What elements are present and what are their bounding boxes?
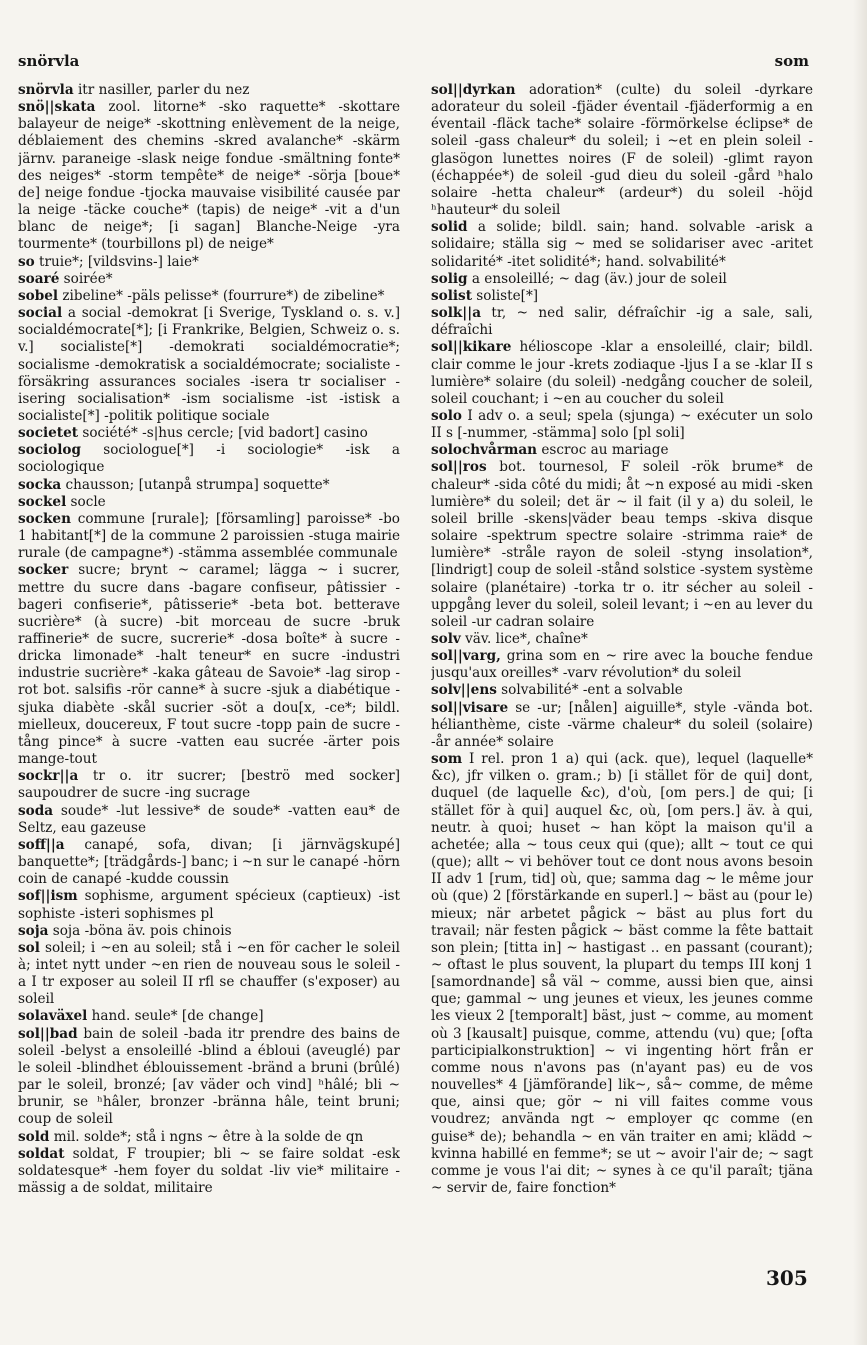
dictionary-entry (431, 219, 813, 270)
entry-definition: chausson; [utanpå strumpa] soquette* (61, 476, 330, 493)
entry-headword: sof||ism (18, 888, 78, 905)
entry-headword: snö||skata (18, 99, 96, 116)
entry-headword: sol||kikare (431, 339, 512, 356)
entry-definition: soude* -lut lessive* de soude* -vatten eau* de Seltz, eau gazeuse (18, 802, 400, 836)
running-head-left: snörvla (18, 52, 80, 70)
entry-definition: bain de soleil -bada itr prendre des bains de soleil -belyst a ensoleillé -blind a ébloui (aveuglé) par le soleil -blindhet éblouissement -bränd a bruni (brûlé) par le soleil, bronzé; [av väder och vind] ʰhâlé; bli ~ brunir, se ʰhâler, bronzer -bränna hâle, teint bruni; coup de soleil (18, 1025, 400, 1128)
entry-definition: sucre; brynt ~ caramel; lägga ~ i sucrer, mettre du sucre dans -bagare confiseur, pâtissier -bageri confiserie*, pâtisserie* -beta bot. betterave sucrière* (à sucre) -bit morceau de sucre -bruk raffinerie* de sucre, sucrerie* -dosa boîte* à sucre -dricka limonade* -halt teneur* en sucre -industri industrie sucrière* -kaka gâteau de Savoie* -lag sirop -rot bot. salsifis -rör canne* à sucre -sjuk a diabétique -sjuka diabète -skål sucrier -söt a dou[x, -ce*; bildl. mielleux, doucereux, F tout sucre -topp pain de sucre -tång pince* à sucre -vatten eau sucrée -ärter pois mange-tout (18, 562, 400, 768)
dictionary-columns (18, 82, 813, 1287)
dictionary-entry (18, 1026, 400, 1129)
entry-definition: escroc au mariage (537, 442, 669, 459)
entry-definition: tr, ~ ned salir, défraîchir -ig a sale, sali, défraîchi (431, 305, 813, 339)
entry-definition: tr o. itr sucrer; [beströ med socker] saupoudrer de sucre -ing sucrage (18, 768, 400, 802)
entry-headword: soaré (18, 270, 60, 287)
dictionary-entry (431, 339, 813, 408)
entry-definition: hélioscope -klar a ensoleillé, clair; bildl. clair comme le jour -krets zodiaque -ljus I a se -klar II s lumière* solaire (du soleil) -nedgång coucher de soleil, soleil couchant; i ~en au coucher du soleil (431, 339, 813, 407)
entry-definition: mil. solde*; stå i ngns ~ être à la solde de qn (49, 1128, 364, 1145)
entry-definition: a social -demokrat [i Sverige, Tyskland o. s. v.] socialdémocrate[*]; [i Frankrike, Belgien, Schweiz o. s. v.] socialiste[*] -demokrati socialdémocratie*; socialisme -demokratisk a socialdémocrate; socialiste -försäkring assurances sociales -isera tr socialiser -isering socialisation* -ism socialisme -ist -istisk a socialiste[*] -politik politique sociale (18, 305, 400, 424)
entry-definition: zool. litorne* -sko raquette* -skottare balayeur de neige* -skottning enlèvement de la neige, déblaiement des chemins -skred avalanche* -skärm järnv. paraneige -slask neige fondue -smältning fonte* des neiges* -storm tempête* de neige* -sörja [boue* de] neige fondue -tjocka mauvaise visibilité causée par la neige -täcke couche* (tapis) de neige* -vit a d'un blanc de neige*; [i sagan] Blanche-Neige -yra tourmente* (tourbillons pl) de neige* (18, 99, 400, 253)
entry-headword: soda (18, 802, 54, 819)
dictionary-entry (18, 271, 400, 288)
entry-headword: socka (18, 476, 62, 493)
dictionary-entry (18, 99, 400, 253)
dictionary-entry (431, 408, 813, 442)
entry-definition: väv. lice*, chaîne* (460, 631, 588, 647)
dictionary-entry (18, 425, 400, 442)
dictionary-entry (18, 940, 400, 1009)
dictionary-entry (18, 254, 400, 271)
dictionary-entry (18, 494, 400, 511)
entry-definition: canapé, sofa, divan; [i järnvägskupé] banquette*; [trädgårds-] banc; i ~n sur le canapé -hörn coin de canapé -kudde coussin (18, 836, 400, 888)
entry-definition: sophisme, argument spécieux (captieux) -ist sophiste -isteri sophismes pl (18, 888, 400, 922)
entry-headword: solig (431, 270, 468, 287)
entry-definition: a solide; bildl. sain; hand. solvable -arisk a solidaire; ställa sig ~ med se solidariser avec -aritet solidarité* -itet solidité*; hand. solvabilité* (431, 219, 813, 270)
entry-definition: itr nasiller, parler du nez (73, 82, 250, 98)
entry-headword: societet (18, 425, 79, 442)
entry-headword: sol||bad (18, 1025, 78, 1042)
dictionary-entry (18, 82, 400, 99)
entry-headword: socker (18, 562, 69, 579)
entry-definition: soliste[*] (471, 287, 539, 304)
dictionary-entry (431, 682, 813, 699)
dictionary-entry (18, 1129, 400, 1146)
entry-headword: sol||visare (431, 699, 509, 716)
entry-definition: se -ur; [nålen] aiguille*, style -vända bot. hélianthème, ciste -värme chaleur* du soleil (solaire) -år année* solaire (431, 699, 813, 750)
dictionary-entry (18, 511, 400, 562)
entry-definition: I rel. pron 1 a) qui (ack. que), lequel (laquelle* &c), jfr vilken o. gram.; b) [i stället för de qui] dont, duquel (de laquelle &c), d'où, [om pers.] de qui; [i stället för à qui] auquel &c, où, [om pers.] äv. à qui, neutr. à quoi; huset ~ han köpt la maison qu'il a achetée; alla ~ tous ceux qui (que); allt ~ tout ce qui (que); allt ~ vi behöver tout ce dont nous avons besoin II adv 1 [rum, tid] où, que; samma dag ~ le même jour où (que) 2 [förstärkande en superl.] ~ bäst au (pour le) mieux; när arbetet pågick ~ bäst au plus fort du travail; när festen pågick ~ bäst comme la fête battait son plein; [titta in] ~ hastigast .. en passant (courant); ~ oftast le plus souvent, la plupart du temps III konj 1 [samordnande] så väl ~ comme, aussi bien que, ainsi que; gammal ~ ung jeunes et vieux, les jeunes comme les vieux 2 [temporalt] bäst, just ~ comme, au moment où 3 [kausalt] puisque, comme, attendu (vu) que; [ofta participialkonstruktion] ~ vi ingenting hört från er comme nous n'avons pas (n'ayant pas) eu de vos nouvelles* 4 [jämförande] lik~, så~ comme, de même que, ainsi que; gör ~ ni vill faites comme vous voudrez; använda ngt ~ employer qc comme (en guise* de); behandla ~ en vän traiter en ami; klädd ~ kvinna habillé en femme*; se ut ~ avoir l'air de; ~ sagt comme je vous l'ai dit; ~ synes à ce qu'il paraît; tjäna ~ servir de, faire fonction* (431, 751, 813, 1196)
entry-headword: sociolog (18, 442, 81, 459)
dictionary-entry (431, 305, 813, 339)
dictionary-entry (18, 803, 400, 837)
entry-headword: solaväxel (18, 1008, 88, 1025)
entry-headword: soja (18, 922, 49, 939)
entry-headword: so (18, 253, 35, 270)
entry-headword: solist (431, 287, 472, 304)
dictionary-entry (18, 923, 400, 940)
dictionary-entry (431, 648, 813, 682)
running-head-right: som (774, 52, 809, 70)
dictionary-entry (431, 700, 813, 751)
entry-headword: sol||ros (431, 459, 487, 476)
dictionary-entry (18, 562, 400, 768)
entry-headword: snörvla (18, 82, 74, 98)
entry-headword: solochvårman (431, 442, 538, 459)
dictionary-entry (431, 271, 813, 288)
entry-definition: hand. seule* [de change] (87, 1008, 264, 1025)
running-head (18, 52, 809, 70)
dictionary-entry (18, 1146, 400, 1197)
dictionary-entry (431, 631, 813, 648)
entry-definition: soja -böna äv. pois chinois (48, 922, 232, 939)
entry-headword: som (431, 751, 463, 768)
dictionary-entry (18, 288, 400, 305)
entry-definition: I adv o. a seul; spela (sjunga) ~ exécuter un solo II s [-nummer, -stämma] solo [pl soli] (431, 407, 813, 442)
page-number: 305 (766, 1266, 808, 1290)
entry-headword: sol||varg, (431, 648, 501, 665)
dictionary-entry (18, 837, 400, 888)
dictionary-entry (431, 459, 813, 631)
page-edge (853, 0, 867, 1345)
entry-definition: adoration* (culte) du soleil -dyrkare adorateur du soleil -fjäder éventail -fjäderformig a en éventail -fläck tache* solaire -förmörkelse éclipse* de soleil -gass chaleur* du soleil; i ~et en plein soleil -glasögon lunettes noires (F de soleil) -glimt rayon (échappée*) de soleil -gud dieu du soleil -gård ʰhalo solaire -hetta chaleur* (ardeur*) du soleil -höjd ʰhauteur* du soleil (431, 82, 813, 219)
entry-definition: socle (66, 493, 106, 510)
dictionary-entry (18, 305, 400, 425)
entry-headword: solv (431, 631, 461, 647)
entry-headword: solk||a (431, 305, 482, 322)
entry-definition: commune [rurale]; [församling] paroisse* -bo 1 habitant[*] de la commune 2 paroissien -stuga mairie rurale (de campagne*) -stämma assemblée communale (18, 510, 400, 562)
dictionary-entry (18, 477, 400, 494)
dictionary-entry (431, 442, 813, 459)
entry-headword: solv||ens (431, 682, 497, 699)
entry-definition: a ensoleillé; ~ dag (äv.) jour de soleil (467, 270, 727, 287)
entry-headword: sol (18, 939, 40, 956)
left-column (18, 82, 400, 1287)
entry-definition: truie*; [vildsvins-] laie* (34, 253, 199, 270)
entry-headword: soldat (18, 1145, 65, 1162)
entry-headword: sold (18, 1128, 50, 1145)
entry-headword: sockel (18, 493, 67, 510)
dictionary-entry (18, 1008, 400, 1025)
entry-headword: soff||a (18, 836, 65, 853)
entry-definition: solvabilité* -ent a solvable (496, 682, 683, 699)
right-column (431, 82, 813, 1287)
entry-headword: sobel (18, 287, 59, 304)
dictionary-entry (18, 768, 400, 802)
dictionary-entry (18, 888, 400, 922)
dictionary-entry (431, 82, 813, 219)
entry-definition: soldat, F troupier; bli ~ se faire soldat -esk soldatesque* -hem foyer du soldat -liv vie* militaire -mässig a de soldat, militaire (18, 1145, 400, 1196)
entry-definition: zibeline* -päls pelisse* (fourrure*) de zibeline* (58, 287, 385, 304)
entry-headword: solo (431, 407, 462, 424)
dictionary-entry (18, 442, 400, 476)
entry-definition: soirée* (59, 270, 113, 287)
dictionary-entry (431, 751, 813, 1197)
entry-headword: social (18, 305, 63, 322)
entry-headword: sockr||a (18, 768, 79, 785)
entry-headword: socken (18, 510, 71, 527)
entry-definition: soleil; i ~en au soleil; stå i ~en för cacher le soleil à; intet nytt under ~en rien de nouveau sous le soleil -a I tr exposer au soleil II rfl se chauffer (s'exposer) au soleil (18, 939, 400, 1008)
dictionary-entry (431, 288, 813, 305)
entry-headword: sol||dyrkan (431, 82, 516, 98)
entry-definition: société* -s|hus cercle; [vid badort] casino (78, 425, 368, 442)
entry-headword: solid (431, 219, 468, 236)
entry-definition: grina som en ~ rire avec la bouche fendue jusqu'aux oreilles* -varv révolution* du soleil (431, 648, 813, 682)
entry-definition: sociologue[*] -i sociologie* -isk a sociologique (18, 442, 400, 476)
entry-definition: bot. tournesol, F soleil -rök brume* de chaleur* -sida côté du midi; åt ~n exposé au midi -sken lumière* du soleil; det är ~ il fait (il y a) du soleil, le soleil brille -skens|väder beau temps -skiva disque solaire -spektrum spectre solaire -strimma raie* de lumière* -stråle rayon de soleil -styng insolation*, [lindrigt] coup de soleil -stånd solstice -system système solaire (planétaire) -torka tr o. itr sécher au soleil -uppgång lever du soleil, soleil levant; i ~en au lever du soleil -ur cadran solaire (431, 459, 813, 630)
